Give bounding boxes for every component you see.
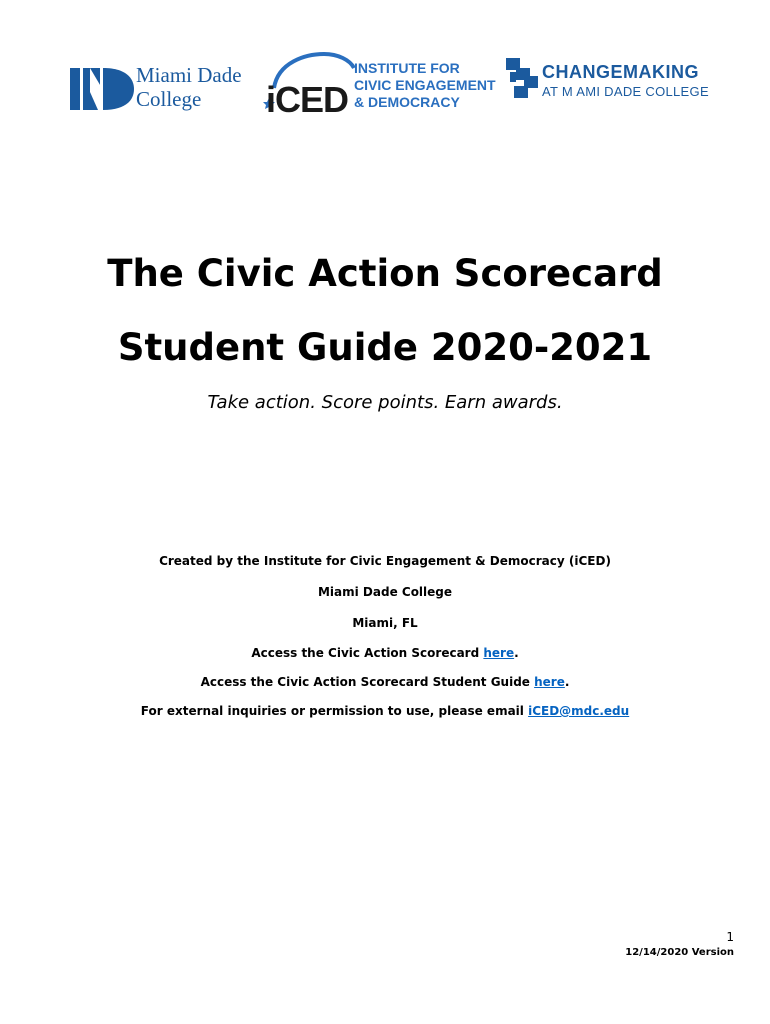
iced-line3: & DEMOCRACY — [354, 94, 460, 110]
created-by-text: Created by the Institute for Civic Engagement & Democracy (iCED) — [159, 554, 611, 568]
document-title-line2: Student Guide 2020-2021 — [117, 326, 653, 369]
guide-access-text: Access the Civic Action Scorecard Student Guide — [200, 675, 535, 689]
scorecard-access-text: Access the Civic Action Scorecard — [251, 646, 484, 660]
changemaking-subtitle: AT M AMI DADE COLLEGE — [542, 84, 709, 99]
iced-logo — [262, 52, 502, 122]
mdc-line2: College — [136, 87, 202, 111]
iced-line1: INSTITUTE FOR — [354, 60, 460, 76]
header-logos — [0, 48, 770, 128]
document-tagline: Take action. Score points. Earn awards. — [207, 392, 563, 413]
changemaking-title: CHANGEMAKING — [542, 62, 699, 82]
guide-link[interactable]: here — [534, 675, 565, 689]
mdc-line1: Miami Dade — [136, 63, 242, 87]
page-number: 1 — [726, 930, 734, 944]
college-text: Miami Dade College — [317, 585, 453, 599]
contact-line — [0, 704, 770, 718]
contact-text: For external inquiries or permission to use, please email — [140, 704, 529, 718]
miami-dade-college-logo — [70, 63, 270, 116]
version-label: 12/14/2020 Version — [625, 947, 734, 958]
iced-line2: CIVIC ENGAGEMENT — [354, 77, 496, 93]
mdc-emblem-icon — [70, 66, 134, 112]
changemaking-logo — [506, 58, 726, 108]
scorecard-link[interactable]: here — [483, 646, 515, 660]
scorecard-period: . — [514, 646, 519, 660]
guide-access-line — [0, 675, 770, 689]
changemaking-emblem-icon — [506, 58, 538, 100]
scorecard-access-line — [0, 646, 770, 660]
contact-email-link[interactable]: iCED@mdc.edu — [528, 704, 630, 718]
location-text: Miami, FL — [352, 616, 418, 630]
guide-period: . — [564, 675, 570, 689]
document-title-line1: The Civic Action Scorecard — [107, 252, 663, 295]
iced-wordmark: iCED — [266, 79, 349, 120]
